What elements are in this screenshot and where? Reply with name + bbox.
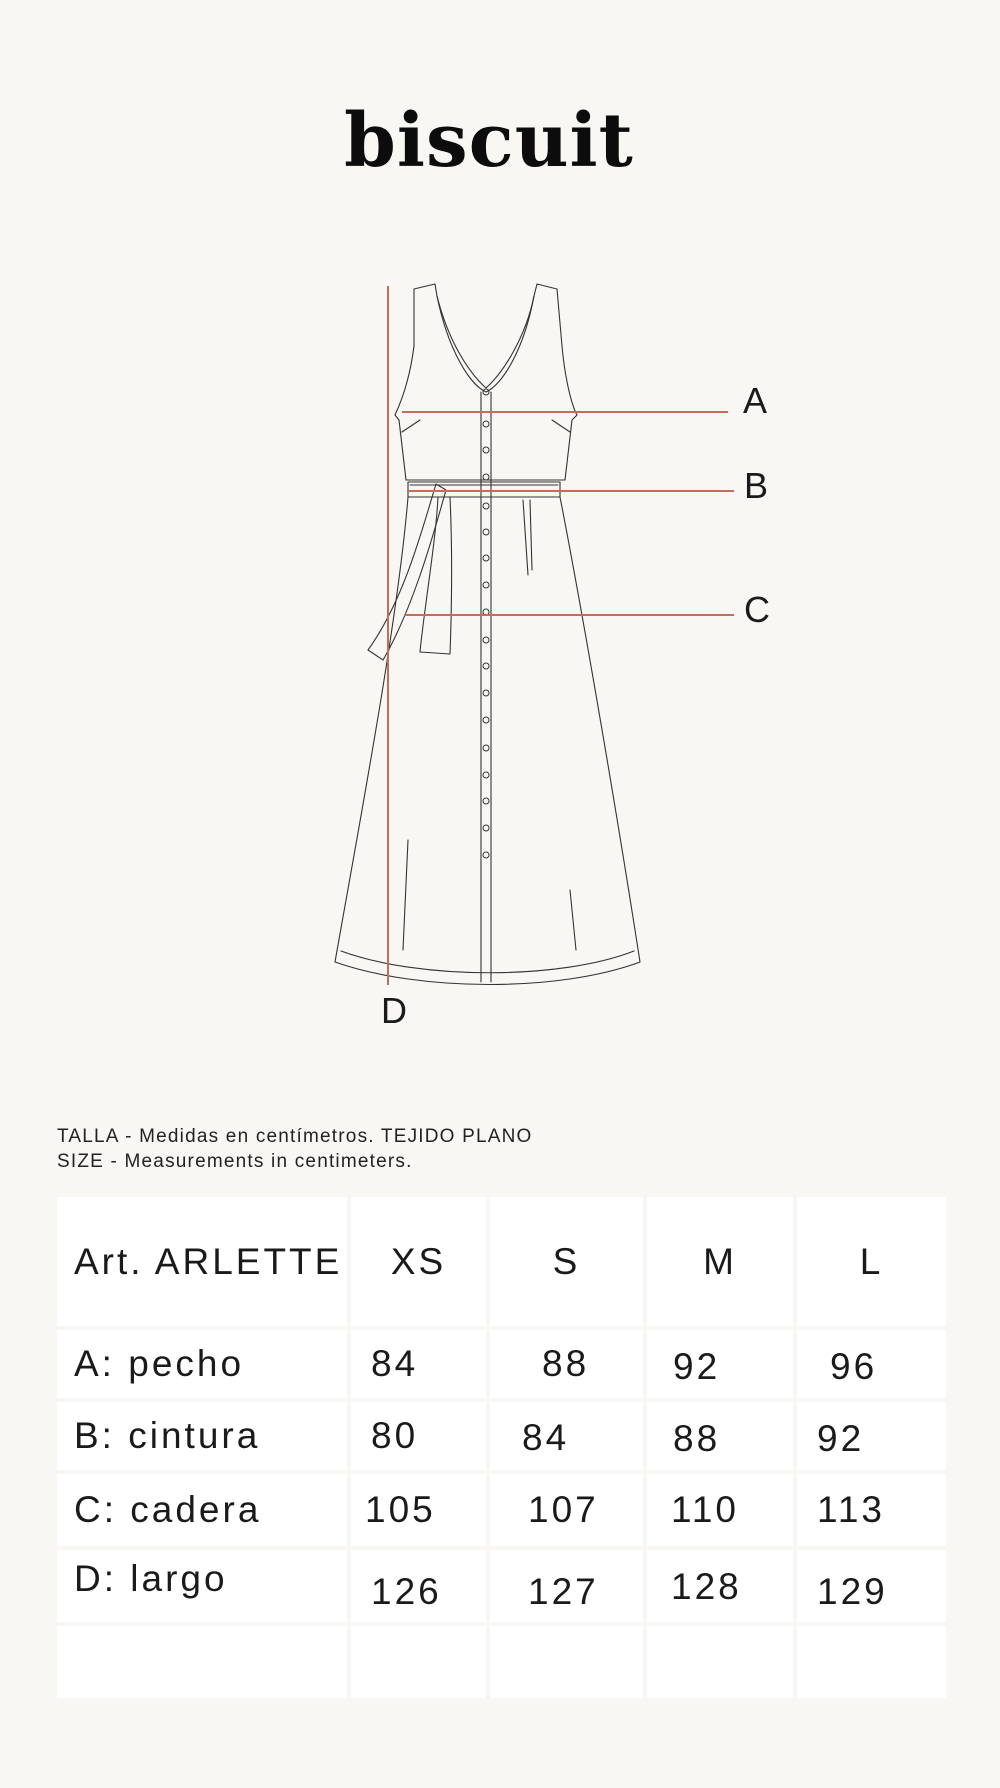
measure-label-b: B xyxy=(744,465,769,506)
notes-english: SIZE - Measurements in centimeters. xyxy=(57,1151,413,1172)
row-label-a: A: pecho xyxy=(57,1330,347,1398)
size-header-m: M xyxy=(647,1197,793,1326)
empty-cell xyxy=(797,1626,946,1698)
table-corner: Art. ARLETTE xyxy=(57,1197,347,1326)
value-b-xs: 80 xyxy=(351,1402,486,1470)
empty-cell xyxy=(57,1626,347,1698)
value-a-s: 88 xyxy=(490,1330,643,1398)
value-d-xs: 126 xyxy=(351,1550,486,1622)
value-c-m: 110 xyxy=(647,1474,793,1546)
row-label-c: C: cadera xyxy=(57,1474,347,1546)
value-a-m: 92 xyxy=(647,1330,793,1398)
value-c-xs: 105 xyxy=(351,1474,486,1546)
value-b-l: 92 xyxy=(797,1402,946,1470)
value-c-s: 107 xyxy=(490,1474,643,1546)
empty-cell xyxy=(490,1626,643,1698)
size-header-s: S xyxy=(490,1197,643,1326)
size-notes xyxy=(57,1124,533,1174)
value-a-l: 96 xyxy=(797,1330,946,1398)
size-header-xs: XS xyxy=(351,1197,486,1326)
row-label-b: B: cintura xyxy=(57,1402,347,1470)
empty-cell xyxy=(647,1626,793,1698)
value-d-l: 129 xyxy=(797,1550,946,1622)
empty-cell xyxy=(351,1626,486,1698)
notes-spanish: TALLA - Medidas en centímetros. TEJIDO PLANO xyxy=(57,1126,533,1147)
value-d-s: 127 xyxy=(490,1550,643,1622)
row-label-d: D: largo xyxy=(57,1550,347,1622)
brand-logo: biscuit xyxy=(344,98,634,184)
value-b-s: 84 xyxy=(490,1402,643,1470)
value-a-xs: 84 xyxy=(351,1330,486,1398)
size-table xyxy=(57,1197,946,1698)
value-c-l: 113 xyxy=(797,1474,946,1546)
measure-label-a: A xyxy=(743,380,768,421)
value-d-m: 128 xyxy=(647,1550,793,1622)
value-b-m: 88 xyxy=(647,1402,793,1470)
size-header-l: L xyxy=(797,1197,946,1326)
measure-label-c: C xyxy=(744,589,770,630)
measure-label-d: D xyxy=(381,990,407,1031)
